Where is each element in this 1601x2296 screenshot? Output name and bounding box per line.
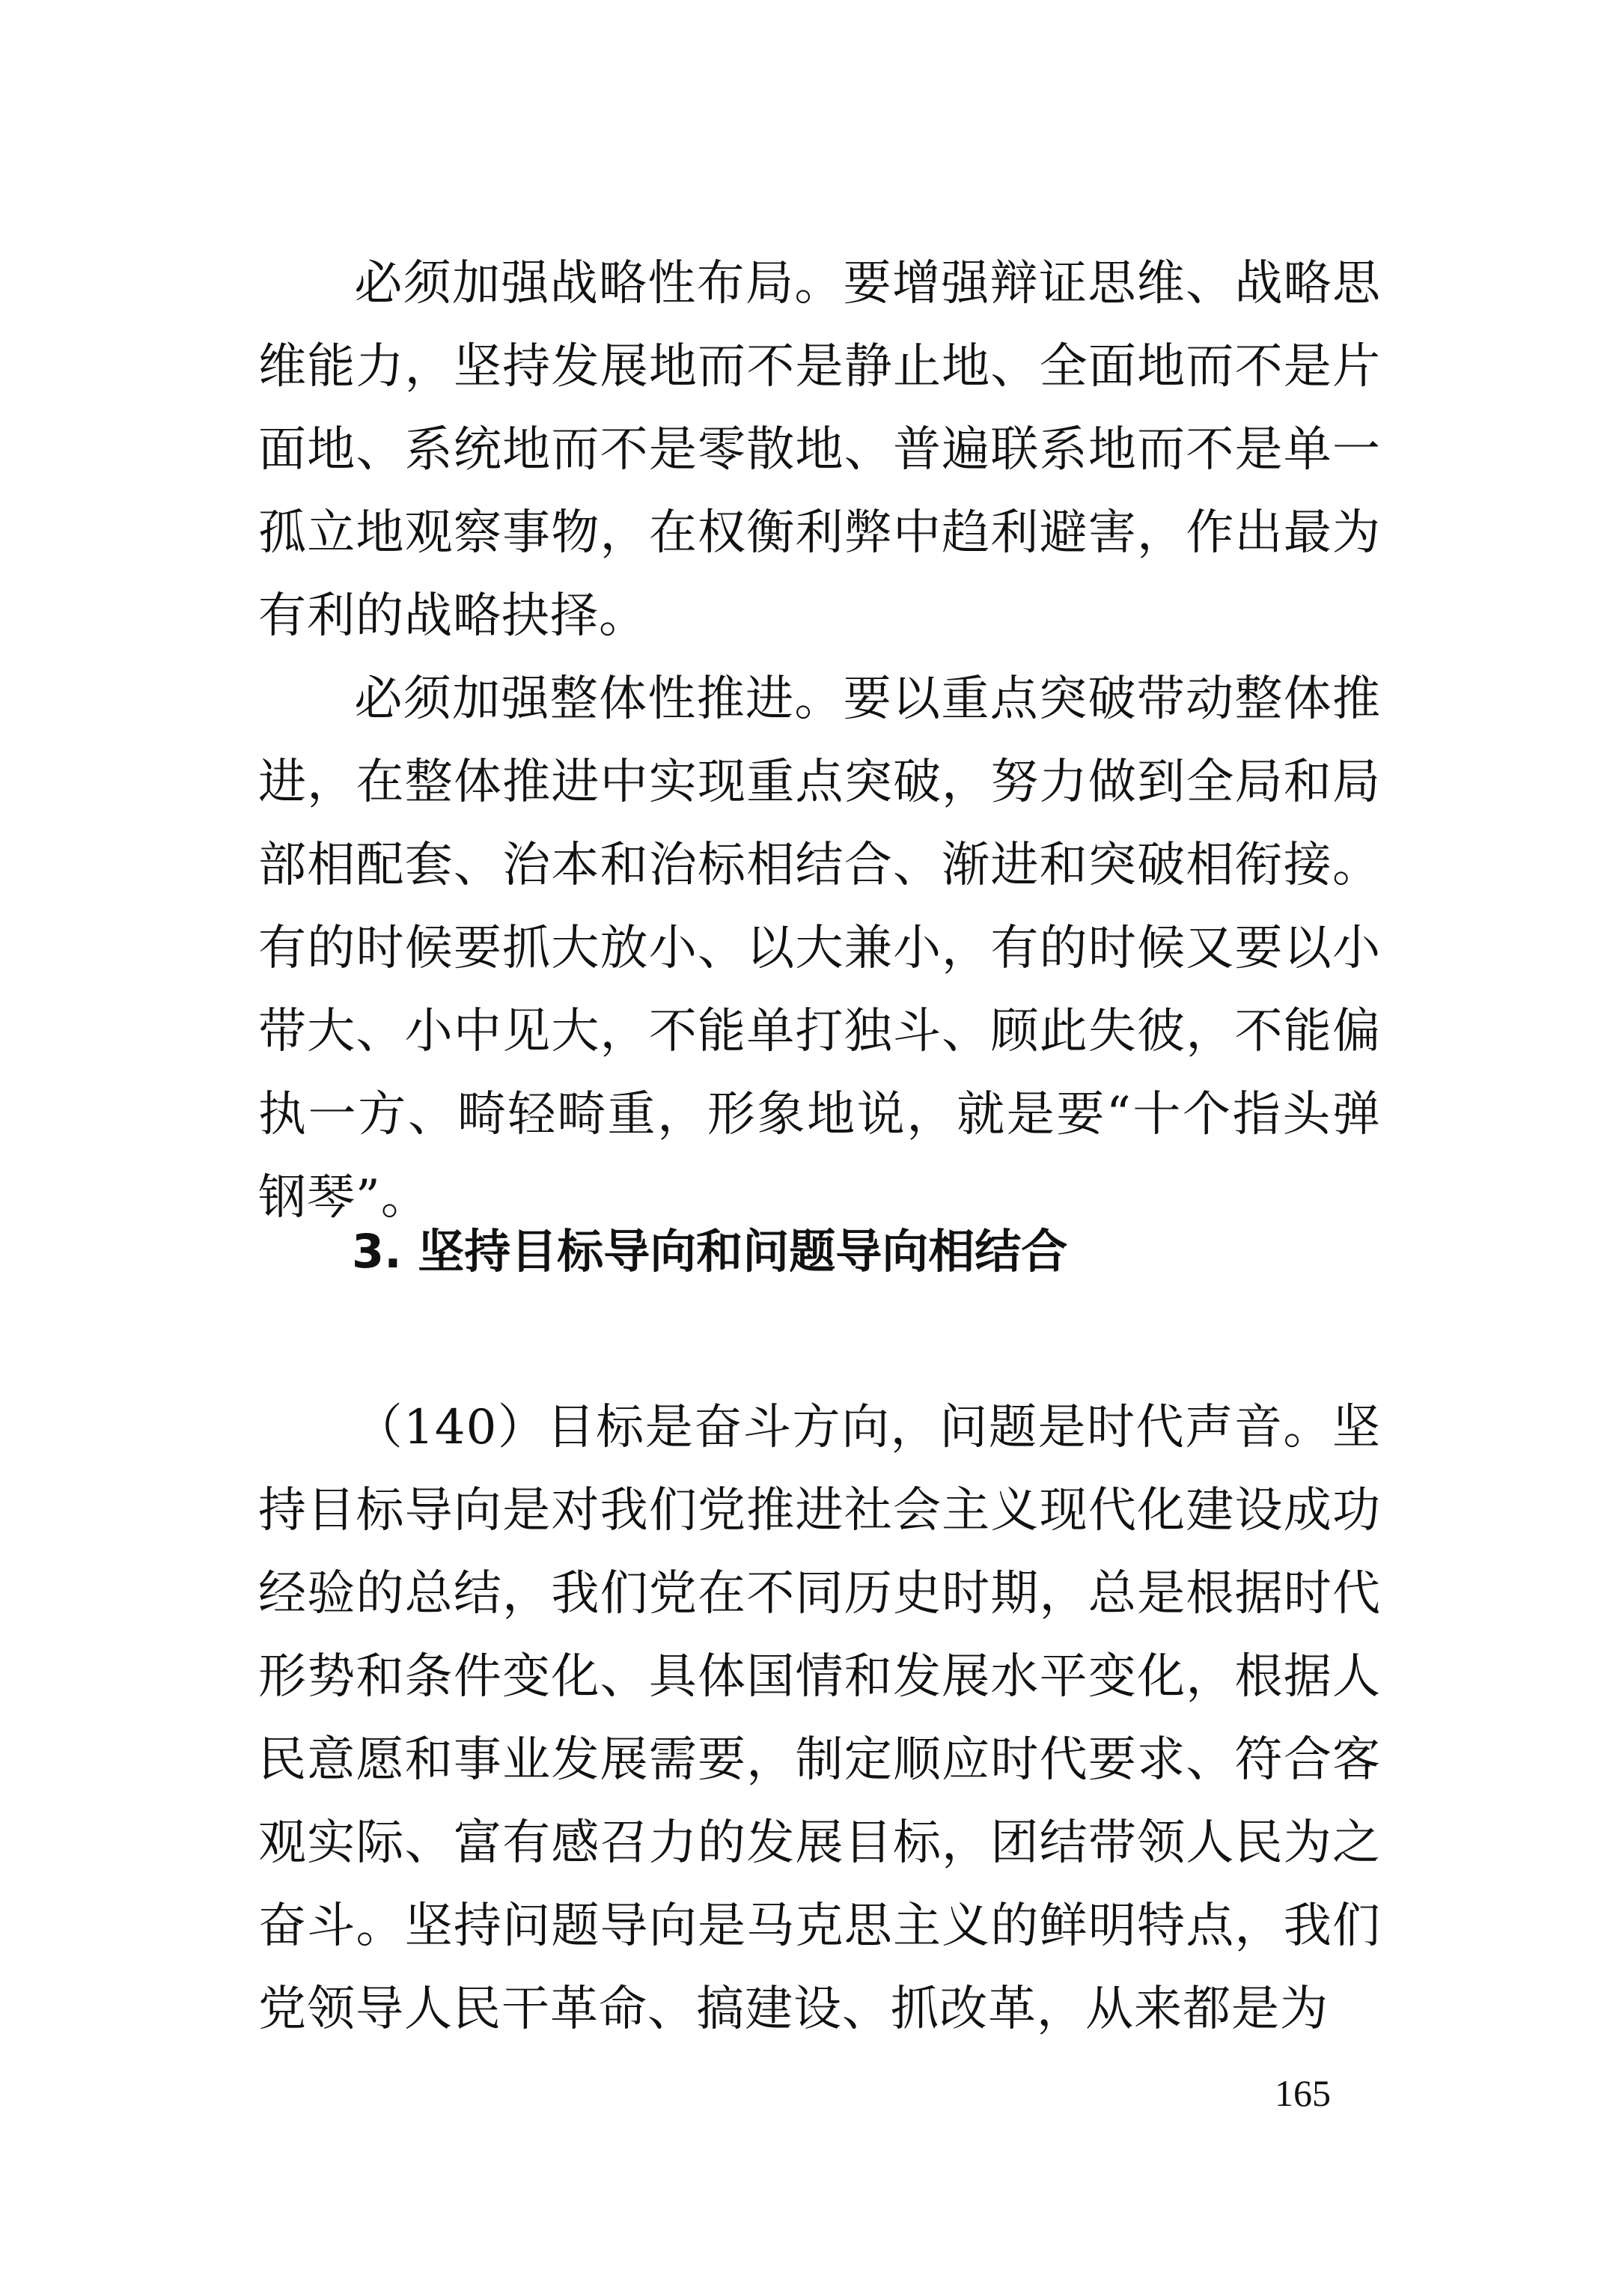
paragraph-overall-advance [258,658,1381,1240]
page-number: 165 [1275,2072,1331,2114]
paragraph-strategic-layout [258,243,1381,658]
paragraph-text: 必须加强战略性布局。要增强辩证思维、战略思维能力，坚持发展地而不是静止地、全面地而不是片面地、系统地而不是零散地、普遍联系地而不是单一孤立地观察事物，在权衡利弊中趋利避害，作出最为有利的战略抉择。 [258,256,1381,644]
paragraph-text: 必须加强整体性推进。要以重点突破带动整体推进，在整体推进中实现重点突破，努力做到全局和局部相配套、治本和治标相结合、渐进和突破相衔接。有的时候要抓大放小、以大兼小，有的时候又要以小带大、小中见大，不能单打独斗、顾此失彼，不能偏执一方、畸轻畸重，形象地说，就是要“十个指头弹钢琴”。 [258,672,1381,1225]
section-heading: 3. 坚持目标导向和问题导向相结合 [352,1224,1068,1279]
paragraph-goal-problem [258,1386,1381,2051]
paragraph-text: （140）目标是奋斗方向，问题是时代声音。坚持目标导向是对我们党推进社会主义现代化建设成功经验的总结，我们党在不同历史时期，总是根据时代形势和条件变化、具体国情和发展水平变化，根据人民意愿和事业发展需要，制定顺应时代要求、符合客观实际、富有感召力的发展目标，团结带领人民为之奋斗。坚持问题导向是马克思主义的鲜明特点，我们党领导人民干革命、搞建设、抓改革，从来都是为 [258,1400,1381,2037]
